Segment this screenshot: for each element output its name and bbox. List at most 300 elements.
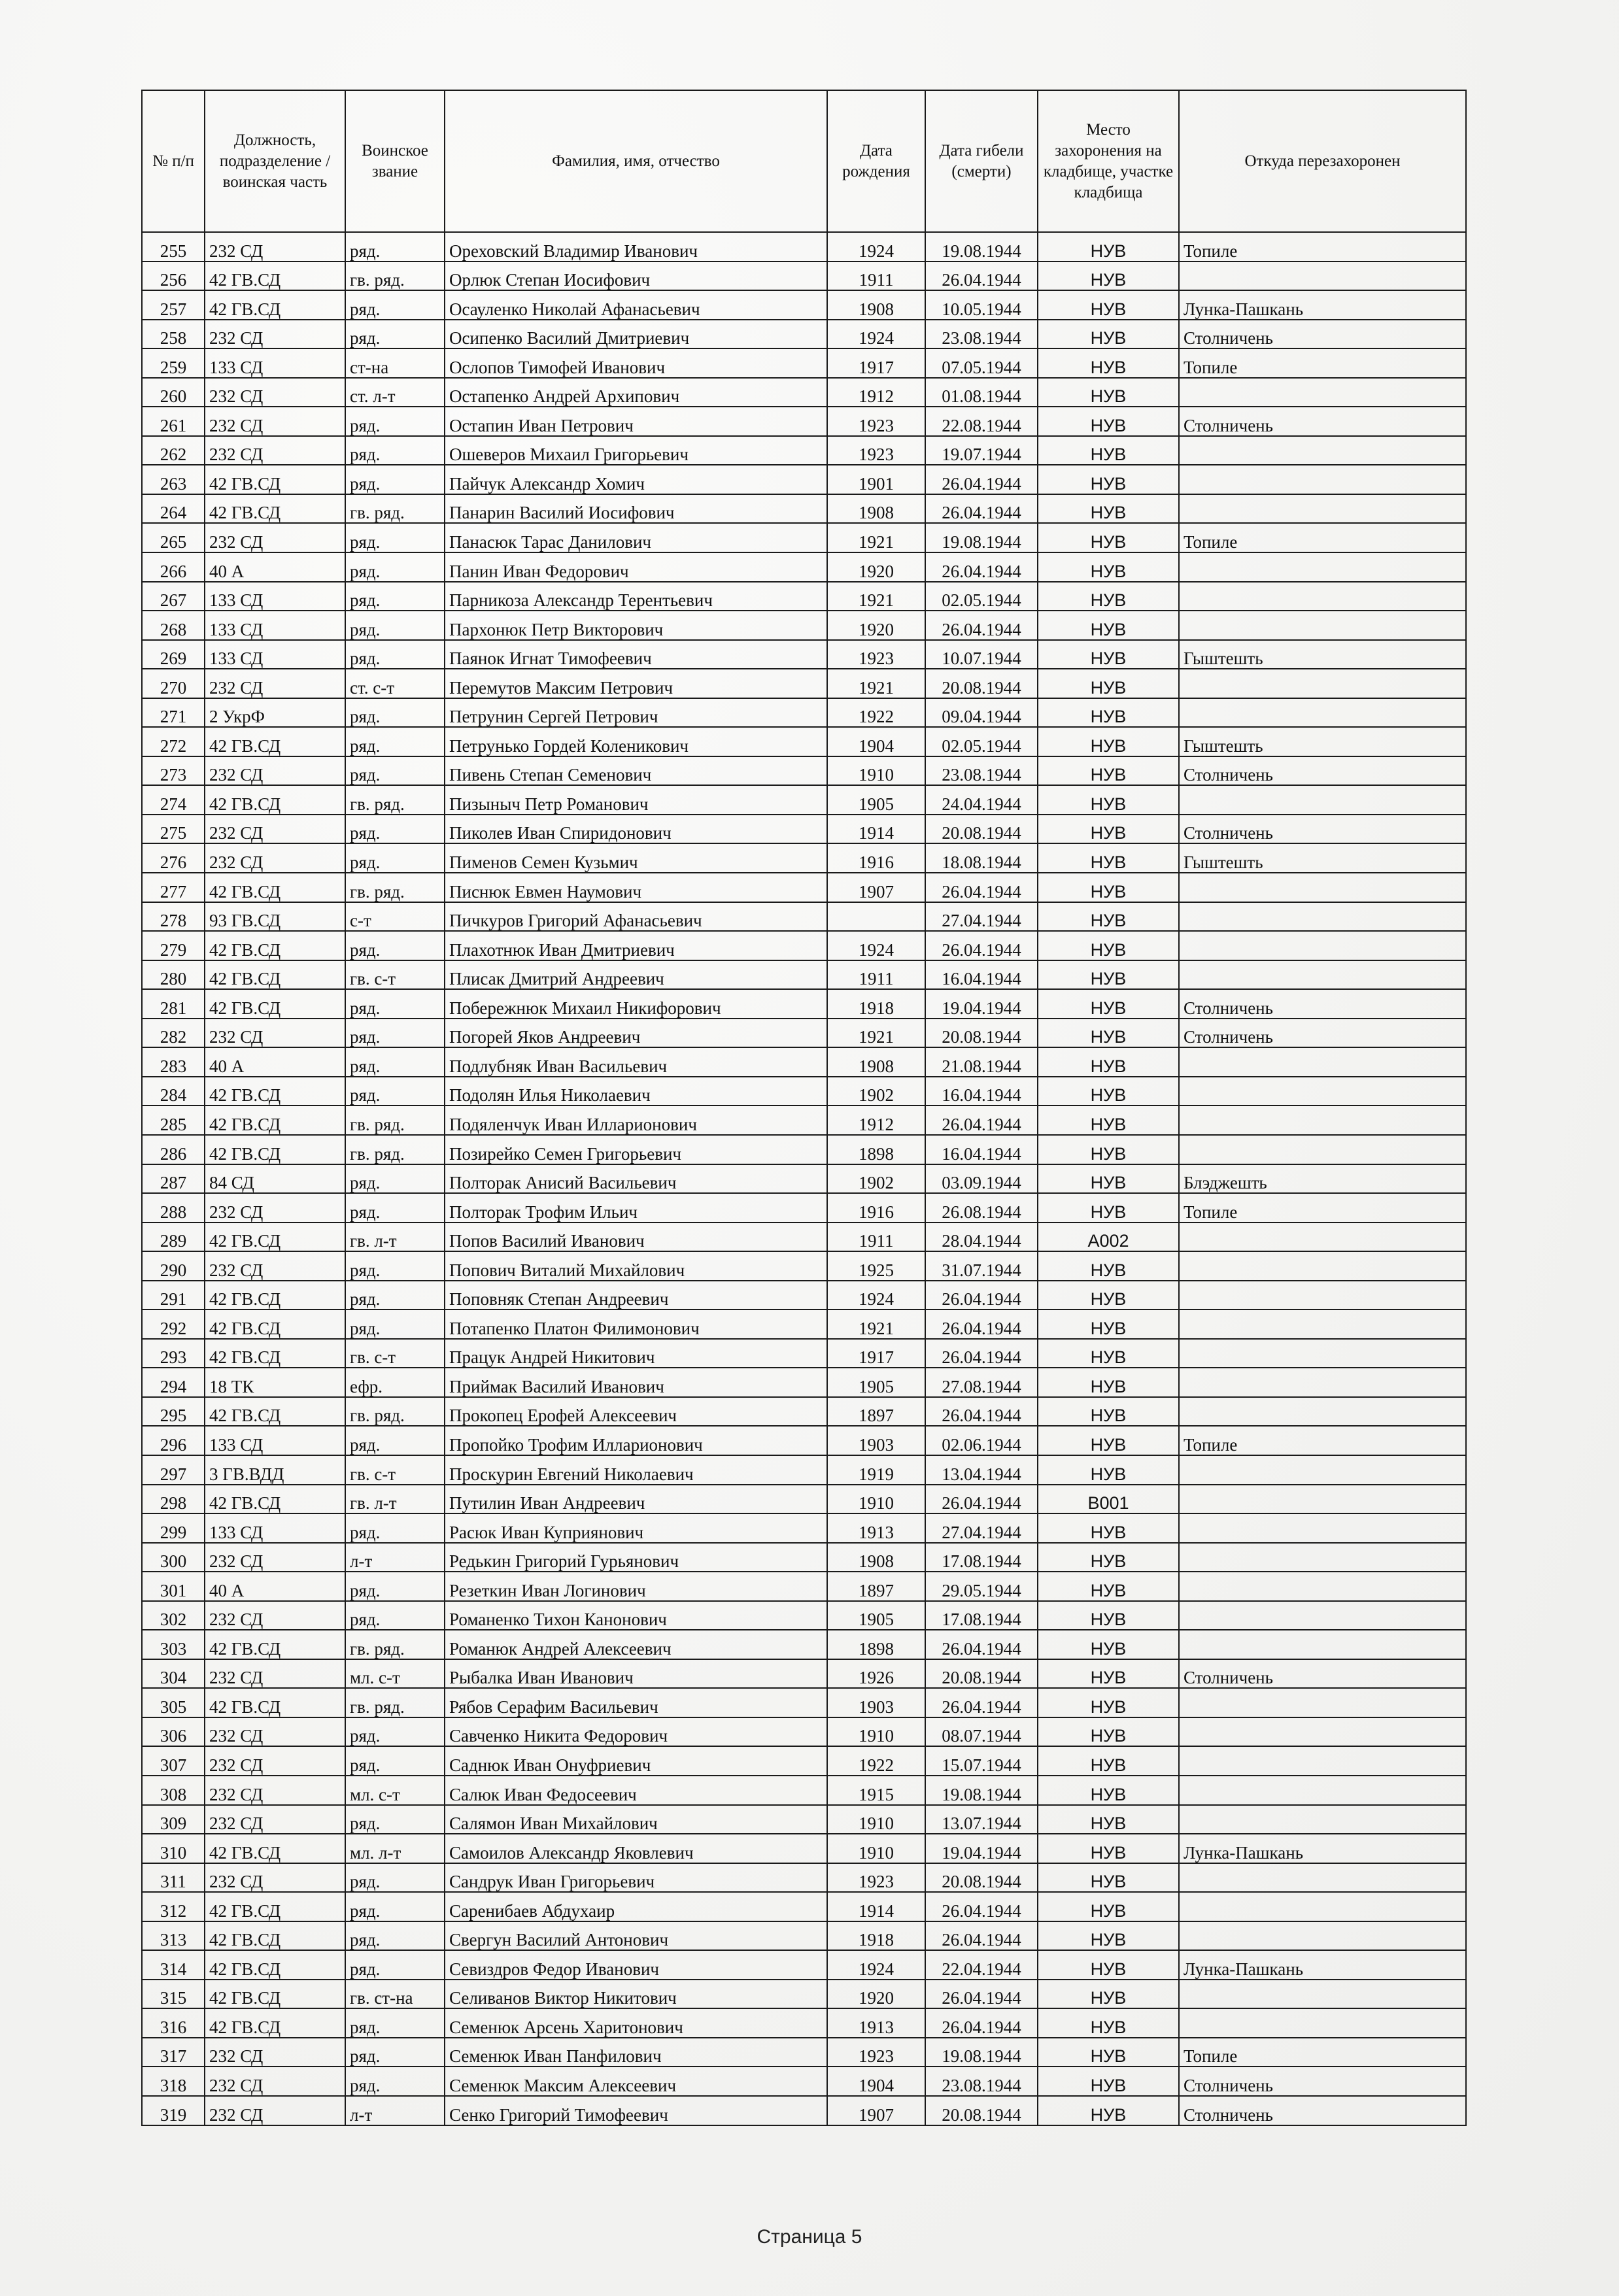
cell-name: Пичкуров Григорий Афанасьевич: [445, 902, 827, 932]
cell-rank: ряд.: [345, 756, 445, 786]
cell-name: Проскурин Евгений Николаевич: [445, 1455, 827, 1485]
cell-num: 302: [142, 1601, 205, 1630]
cell-unit: 42 ГВ.СД: [205, 1135, 345, 1164]
cell-death-date: 21.08.1944: [925, 1047, 1038, 1077]
cell-name: Потапенко Платон Филимонович: [445, 1309, 827, 1339]
cell-rank: ряд.: [345, 232, 445, 262]
page-number: Страница 5: [757, 2226, 862, 2248]
cell-name: Петрунин Сергей Петрович: [445, 698, 827, 728]
cell-death-date: 26.04.1944: [925, 931, 1038, 960]
cell-death-date: 26.04.1944: [925, 611, 1038, 640]
cell-burial-place: НУВ: [1038, 1455, 1179, 1485]
cell-birth-year: 1913: [827, 2008, 925, 2038]
cell-name: Поповняк Степан Андреевич: [445, 1281, 827, 1310]
cell-name: Пропойко Трофим Илларионович: [445, 1426, 827, 1455]
cell-birth-year: 1923: [827, 1863, 925, 1893]
cell-rank: гв. ряд.: [345, 1630, 445, 1659]
table-row: [142, 1630, 1466, 1659]
cell-rank: ряд.: [345, 290, 445, 320]
cell-num: 283: [142, 1047, 205, 1077]
cell-name: Рябов Серафим Васильевич: [445, 1688, 827, 1717]
cell-death-date: 26.04.1944: [925, 1980, 1038, 2009]
cell-death-date: 29.05.1944: [925, 1572, 1038, 1601]
cell-birth-year: 1918: [827, 1921, 925, 1951]
cell-reburied-from: [1179, 1047, 1466, 1077]
cell-reburied-from: [1179, 1863, 1466, 1893]
cell-birth-year: 1914: [827, 815, 925, 844]
cell-unit: 40 А: [205, 1047, 345, 1077]
cell-num: 298: [142, 1485, 205, 1514]
cell-reburied-from: [1179, 1513, 1466, 1543]
cell-reburied-from: [1179, 698, 1466, 728]
cell-death-date: 02.06.1944: [925, 1426, 1038, 1455]
cell-birth-year: 1925: [827, 1251, 925, 1281]
cell-num: 303: [142, 1630, 205, 1659]
cell-name: Погорей Яков Андреевич: [445, 1019, 827, 1048]
cell-unit: 42 ГВ.СД: [205, 494, 345, 524]
table-row: [142, 523, 1466, 552]
cell-burial-place: НУВ: [1038, 407, 1179, 436]
cell-unit: 232 СД: [205, 407, 345, 436]
cell-num: 257: [142, 290, 205, 320]
cell-reburied-from: [1179, 436, 1466, 465]
cell-reburied-from: [1179, 1776, 1466, 1805]
cell-birth-year: 1910: [827, 1805, 925, 1834]
cell-burial-place: НУВ: [1038, 1077, 1179, 1106]
cell-birth-year: 1904: [827, 727, 925, 756]
cell-name: Пиколев Иван Спиридонович: [445, 815, 827, 844]
table-row: [142, 582, 1466, 611]
cell-name: Плахотнюк Иван Дмитриевич: [445, 931, 827, 960]
cell-unit: 42 ГВ.СД: [205, 1485, 345, 1514]
cell-rank: гв. ряд.: [345, 1135, 445, 1164]
cell-num: 258: [142, 320, 205, 349]
cell-unit: 42 ГВ.СД: [205, 1281, 345, 1310]
cell-rank: ряд.: [345, 815, 445, 844]
table-row: [142, 727, 1466, 756]
cell-num: 282: [142, 1019, 205, 1048]
header-rank: Воинское звание: [345, 90, 445, 232]
cell-death-date: 24.04.1944: [925, 785, 1038, 815]
cell-name: Подяленчук Иван Илларионович: [445, 1106, 827, 1135]
cell-num: 276: [142, 843, 205, 873]
cell-death-date: 26.04.1944: [925, 552, 1038, 582]
cell-death-date: 26.04.1944: [925, 465, 1038, 494]
cell-num: 266: [142, 552, 205, 582]
header-birth: Дата рождения: [827, 90, 925, 232]
cell-burial-place: НУВ: [1038, 785, 1179, 815]
cell-death-date: 27.04.1944: [925, 902, 1038, 932]
cell-rank: ряд.: [345, 1047, 445, 1077]
cell-rank: ряд.: [345, 1921, 445, 1951]
table-row: [142, 1572, 1466, 1601]
cell-num: 265: [142, 523, 205, 552]
cell-name: Позирейко Семен Григорьевич: [445, 1135, 827, 1164]
cell-death-date: 02.05.1944: [925, 727, 1038, 756]
cell-death-date: 19.04.1944: [925, 989, 1038, 1019]
cell-death-date: 20.08.1944: [925, 815, 1038, 844]
table-row: [142, 262, 1466, 291]
header-name: Фамилия, имя, отчество: [445, 90, 827, 232]
cell-num: 313: [142, 1921, 205, 1951]
cell-burial-place: НУВ: [1038, 1281, 1179, 1310]
table-row: [142, 902, 1466, 932]
cell-num: 318: [142, 2067, 205, 2096]
cell-rank: ряд.: [345, 640, 445, 669]
cell-unit: 232 СД: [205, 1019, 345, 1048]
cell-reburied-from: Топиле: [1179, 523, 1466, 552]
cell-burial-place: НУВ: [1038, 2038, 1179, 2067]
cell-birth-year: 1914: [827, 1892, 925, 1921]
cell-num: 289: [142, 1223, 205, 1252]
cell-rank: ряд.: [345, 2067, 445, 2096]
cell-birth-year: 1916: [827, 1193, 925, 1223]
cell-name: Орлюк Степан Иосифович: [445, 262, 827, 291]
cell-birth-year: 1898: [827, 1135, 925, 1164]
cell-unit: 232 СД: [205, 436, 345, 465]
cell-birth-year: 1897: [827, 1572, 925, 1601]
cell-num: 307: [142, 1746, 205, 1776]
cell-death-date: 31.07.1944: [925, 1251, 1038, 1281]
burial-register-table: [141, 90, 1467, 2126]
cell-num: 294: [142, 1368, 205, 1397]
cell-death-date: 26.04.1944: [925, 494, 1038, 524]
cell-burial-place: НУВ: [1038, 1368, 1179, 1397]
cell-unit: 232 СД: [205, 1659, 345, 1689]
cell-birth-year: 1898: [827, 1630, 925, 1659]
cell-death-date: 26.04.1944: [925, 1106, 1038, 1135]
cell-burial-place: НУВ: [1038, 1543, 1179, 1572]
cell-death-date: 19.08.1944: [925, 232, 1038, 262]
cell-unit: 232 СД: [205, 1746, 345, 1776]
table-row: [142, 1980, 1466, 2009]
cell-reburied-from: Лунка-Пашкань: [1179, 290, 1466, 320]
cell-name: Ореховский Владимир Иванович: [445, 232, 827, 262]
cell-birth-year: 1924: [827, 1281, 925, 1310]
cell-death-date: 17.08.1944: [925, 1601, 1038, 1630]
cell-reburied-from: [1179, 1251, 1466, 1281]
table-row: [142, 1659, 1466, 1689]
cell-birth-year: 1907: [827, 2096, 925, 2125]
cell-reburied-from: Гыштешть: [1179, 640, 1466, 669]
table-row: [142, 1339, 1466, 1368]
cell-rank: ряд.: [345, 407, 445, 436]
cell-death-date: 27.04.1944: [925, 1513, 1038, 1543]
cell-death-date: 26.04.1944: [925, 873, 1038, 902]
cell-name: Прокопец Ерофей Алексеевич: [445, 1397, 827, 1427]
cell-birth-year: 1910: [827, 1834, 925, 1863]
cell-burial-place: НУВ: [1038, 1921, 1179, 1951]
cell-name: Семенюк Максим Алексеевич: [445, 2067, 827, 2096]
cell-reburied-from: Столничень: [1179, 756, 1466, 786]
cell-birth-year: 1917: [827, 1339, 925, 1368]
cell-reburied-from: Гыштешть: [1179, 843, 1466, 873]
table-row: [142, 611, 1466, 640]
cell-unit: 232 СД: [205, 2096, 345, 2125]
cell-rank: ряд.: [345, 1950, 445, 1980]
cell-unit: 232 СД: [205, 669, 345, 698]
cell-reburied-from: [1179, 1921, 1466, 1951]
cell-reburied-from: [1179, 931, 1466, 960]
cell-death-date: 26.08.1944: [925, 1193, 1038, 1223]
cell-name: Працук Андрей Никитович: [445, 1339, 827, 1368]
cell-death-date: 26.04.1944: [925, 1309, 1038, 1339]
table-row: [142, 1746, 1466, 1776]
cell-num: 267: [142, 582, 205, 611]
cell-reburied-from: Топиле: [1179, 232, 1466, 262]
cell-birth-year: 1921: [827, 669, 925, 698]
header-unit: Должность, подразделение / воинская часть: [205, 90, 345, 232]
cell-death-date: 10.07.1944: [925, 640, 1038, 669]
cell-num: 280: [142, 960, 205, 990]
header-from: Откуда перезахоронен: [1179, 90, 1466, 232]
table-row: [142, 698, 1466, 728]
cell-unit: 42 ГВ.СД: [205, 1834, 345, 1863]
cell-burial-place: НУВ: [1038, 552, 1179, 582]
cell-death-date: 02.05.1944: [925, 582, 1038, 611]
table-row: [142, 1834, 1466, 1863]
cell-rank: ряд.: [345, 1164, 445, 1194]
table-row: [142, 1193, 1466, 1223]
cell-rank: ряд.: [345, 320, 445, 349]
cell-death-date: 26.04.1944: [925, 1281, 1038, 1310]
cell-burial-place: НУВ: [1038, 2008, 1179, 2038]
cell-death-date: 15.07.1944: [925, 1746, 1038, 1776]
cell-rank: ряд.: [345, 1892, 445, 1921]
cell-rank: ст-на: [345, 348, 445, 378]
cell-death-date: 26.04.1944: [925, 1688, 1038, 1717]
cell-num: 301: [142, 1572, 205, 1601]
cell-reburied-from: [1179, 465, 1466, 494]
cell-unit: 133 СД: [205, 640, 345, 669]
cell-birth-year: 1905: [827, 785, 925, 815]
cell-birth-year: 1911: [827, 1223, 925, 1252]
header-num: № п/п: [142, 90, 205, 232]
cell-death-date: 20.08.1944: [925, 1019, 1038, 1048]
cell-reburied-from: [1179, 1717, 1466, 1747]
cell-num: 300: [142, 1543, 205, 1572]
cell-unit: 40 А: [205, 1572, 345, 1601]
cell-burial-place: НУВ: [1038, 1513, 1179, 1543]
cell-reburied-from: Столничень: [1179, 407, 1466, 436]
cell-death-date: 16.04.1944: [925, 960, 1038, 990]
cell-death-date: 28.04.1944: [925, 1223, 1038, 1252]
cell-unit: 133 СД: [205, 348, 345, 378]
cell-unit: 2 УкрФ: [205, 698, 345, 728]
cell-num: 317: [142, 2038, 205, 2067]
cell-name: Семенюк Арсень Харитонович: [445, 2008, 827, 2038]
cell-name: Салямон Иван Михайлович: [445, 1805, 827, 1834]
table-row: [142, 1426, 1466, 1455]
cell-rank: ряд.: [345, 1281, 445, 1310]
cell-unit: 133 СД: [205, 611, 345, 640]
cell-rank: ряд.: [345, 931, 445, 960]
cell-reburied-from: [1179, 1368, 1466, 1397]
cell-death-date: 13.07.1944: [925, 1805, 1038, 1834]
cell-rank: гв. ряд.: [345, 1688, 445, 1717]
table-row: [142, 1368, 1466, 1397]
cell-burial-place: НУВ: [1038, 873, 1179, 902]
cell-rank: ряд.: [345, 1572, 445, 1601]
cell-burial-place: НУВ: [1038, 523, 1179, 552]
cell-rank: мл. л-т: [345, 1834, 445, 1863]
cell-name: Рыбалка Иван Иванович: [445, 1659, 827, 1689]
cell-num: 281: [142, 989, 205, 1019]
cell-rank: ряд.: [345, 1863, 445, 1893]
cell-death-date: 23.08.1944: [925, 2067, 1038, 2096]
cell-rank: ряд.: [345, 1805, 445, 1834]
cell-burial-place: НУВ: [1038, 1746, 1179, 1776]
cell-reburied-from: Гыштешть: [1179, 727, 1466, 756]
table-row: [142, 1455, 1466, 1485]
cell-birth-year: 1921: [827, 582, 925, 611]
cell-burial-place: НУВ: [1038, 902, 1179, 932]
cell-rank: гв. л-т: [345, 1223, 445, 1252]
cell-rank: ряд.: [345, 1746, 445, 1776]
table-row: [142, 320, 1466, 349]
cell-unit: 42 ГВ.СД: [205, 1892, 345, 1921]
cell-name: Писнюк Евмен Наумович: [445, 873, 827, 902]
cell-rank: ряд.: [345, 1601, 445, 1630]
cell-num: 275: [142, 815, 205, 844]
cell-burial-place: НУВ: [1038, 611, 1179, 640]
cell-num: 306: [142, 1717, 205, 1747]
cell-burial-place: НУВ: [1038, 378, 1179, 407]
cell-birth-year: 1903: [827, 1426, 925, 1455]
cell-name: Саренибаев Абдухаир: [445, 1892, 827, 1921]
cell-burial-place: НУВ: [1038, 1659, 1179, 1689]
cell-death-date: 19.04.1944: [925, 1834, 1038, 1863]
cell-reburied-from: Столничень: [1179, 989, 1466, 1019]
cell-birth-year: 1902: [827, 1164, 925, 1194]
cell-unit: 42 ГВ.СД: [205, 2008, 345, 2038]
table-row: [142, 989, 1466, 1019]
cell-rank: ряд.: [345, 611, 445, 640]
cell-reburied-from: [1179, 1746, 1466, 1776]
cell-burial-place: НУВ: [1038, 582, 1179, 611]
cell-death-date: 26.04.1944: [925, 2008, 1038, 2038]
cell-death-date: 27.08.1944: [925, 1368, 1038, 1397]
cell-name: Подолян Илья Николаевич: [445, 1077, 827, 1106]
table-row: [142, 1921, 1466, 1951]
cell-birth-year: 1905: [827, 1601, 925, 1630]
cell-rank: ряд.: [345, 465, 445, 494]
cell-name: Осипенко Василий Дмитриевич: [445, 320, 827, 349]
cell-unit: 232 СД: [205, 320, 345, 349]
cell-death-date: 26.04.1944: [925, 1397, 1038, 1427]
cell-rank: ряд.: [345, 2038, 445, 2067]
cell-unit: 42 ГВ.СД: [205, 989, 345, 1019]
cell-rank: гв. с-т: [345, 1455, 445, 1485]
cell-unit: 133 СД: [205, 1513, 345, 1543]
table-row: [142, 1106, 1466, 1135]
table-row: [142, 1077, 1466, 1106]
cell-birth-year: 1923: [827, 407, 925, 436]
cell-unit: 42 ГВ.СД: [205, 1339, 345, 1368]
cell-reburied-from: [1179, 960, 1466, 990]
cell-burial-place: НУВ: [1038, 1688, 1179, 1717]
cell-burial-place: НУВ: [1038, 290, 1179, 320]
cell-num: 279: [142, 931, 205, 960]
table-row: [142, 232, 1466, 262]
cell-birth-year: 1923: [827, 640, 925, 669]
table-row: [142, 1892, 1466, 1921]
cell-burial-place: НУВ: [1038, 1193, 1179, 1223]
cell-reburied-from: [1179, 1106, 1466, 1135]
cell-num: 264: [142, 494, 205, 524]
cell-unit: 42 ГВ.СД: [205, 1106, 345, 1135]
cell-num: 296: [142, 1426, 205, 1455]
cell-reburied-from: [1179, 1572, 1466, 1601]
cell-rank: ряд.: [345, 843, 445, 873]
cell-name: Салюк Иван Федосеевич: [445, 1776, 827, 1805]
table-row: [142, 1688, 1466, 1717]
cell-birth-year: 1911: [827, 262, 925, 291]
table-row: [142, 2008, 1466, 2038]
cell-reburied-from: Лунка-Пашкань: [1179, 1834, 1466, 1863]
cell-burial-place: НУВ: [1038, 348, 1179, 378]
cell-birth-year: 1922: [827, 698, 925, 728]
cell-burial-place: НУВ: [1038, 1863, 1179, 1893]
cell-unit: 133 СД: [205, 582, 345, 611]
cell-birth-year: 1910: [827, 1717, 925, 1747]
cell-num: 274: [142, 785, 205, 815]
cell-rank: ефр.: [345, 1368, 445, 1397]
cell-num: 278: [142, 902, 205, 932]
cell-burial-place: НУВ: [1038, 436, 1179, 465]
table-row: [142, 1485, 1466, 1514]
cell-rank: ряд.: [345, 727, 445, 756]
cell-reburied-from: [1179, 1980, 1466, 2009]
cell-birth-year: 1918: [827, 989, 925, 1019]
cell-reburied-from: [1179, 1135, 1466, 1164]
cell-rank: гв. ряд.: [345, 785, 445, 815]
cell-birth-year: 1924: [827, 931, 925, 960]
cell-unit: 42 ГВ.СД: [205, 290, 345, 320]
cell-unit: 232 СД: [205, 1193, 345, 1223]
cell-unit: 232 СД: [205, 1601, 345, 1630]
cell-name: Петрунько Гордей Коленикович: [445, 727, 827, 756]
cell-birth-year: 1920: [827, 552, 925, 582]
cell-death-date: 19.08.1944: [925, 523, 1038, 552]
cell-rank: л-т: [345, 1543, 445, 1572]
cell-unit: 232 СД: [205, 756, 345, 786]
cell-reburied-from: Топиле: [1179, 2038, 1466, 2067]
cell-num: 319: [142, 2096, 205, 2125]
cell-burial-place: НУВ: [1038, 843, 1179, 873]
cell-birth-year: 1908: [827, 290, 925, 320]
cell-burial-place: НУВ: [1038, 1047, 1179, 1077]
cell-name: Остапенко Андрей Архипович: [445, 378, 827, 407]
cell-birth-year: 1917: [827, 348, 925, 378]
cell-reburied-from: [1179, 582, 1466, 611]
cell-burial-place: НУВ: [1038, 1630, 1179, 1659]
cell-death-date: 23.08.1944: [925, 756, 1038, 786]
cell-num: 286: [142, 1135, 205, 1164]
cell-death-date: 01.08.1944: [925, 378, 1038, 407]
cell-name: Савченко Никита Федорович: [445, 1717, 827, 1747]
cell-reburied-from: Столничень: [1179, 2096, 1466, 2125]
header-row: [142, 90, 1466, 232]
cell-num: 261: [142, 407, 205, 436]
cell-rank: ряд.: [345, 1193, 445, 1223]
cell-reburied-from: Столничень: [1179, 1659, 1466, 1689]
table-row: [142, 2038, 1466, 2067]
cell-rank: ряд.: [345, 1717, 445, 1747]
cell-rank: мл. с-т: [345, 1659, 445, 1689]
cell-num: 308: [142, 1776, 205, 1805]
cell-reburied-from: [1179, 2008, 1466, 2038]
